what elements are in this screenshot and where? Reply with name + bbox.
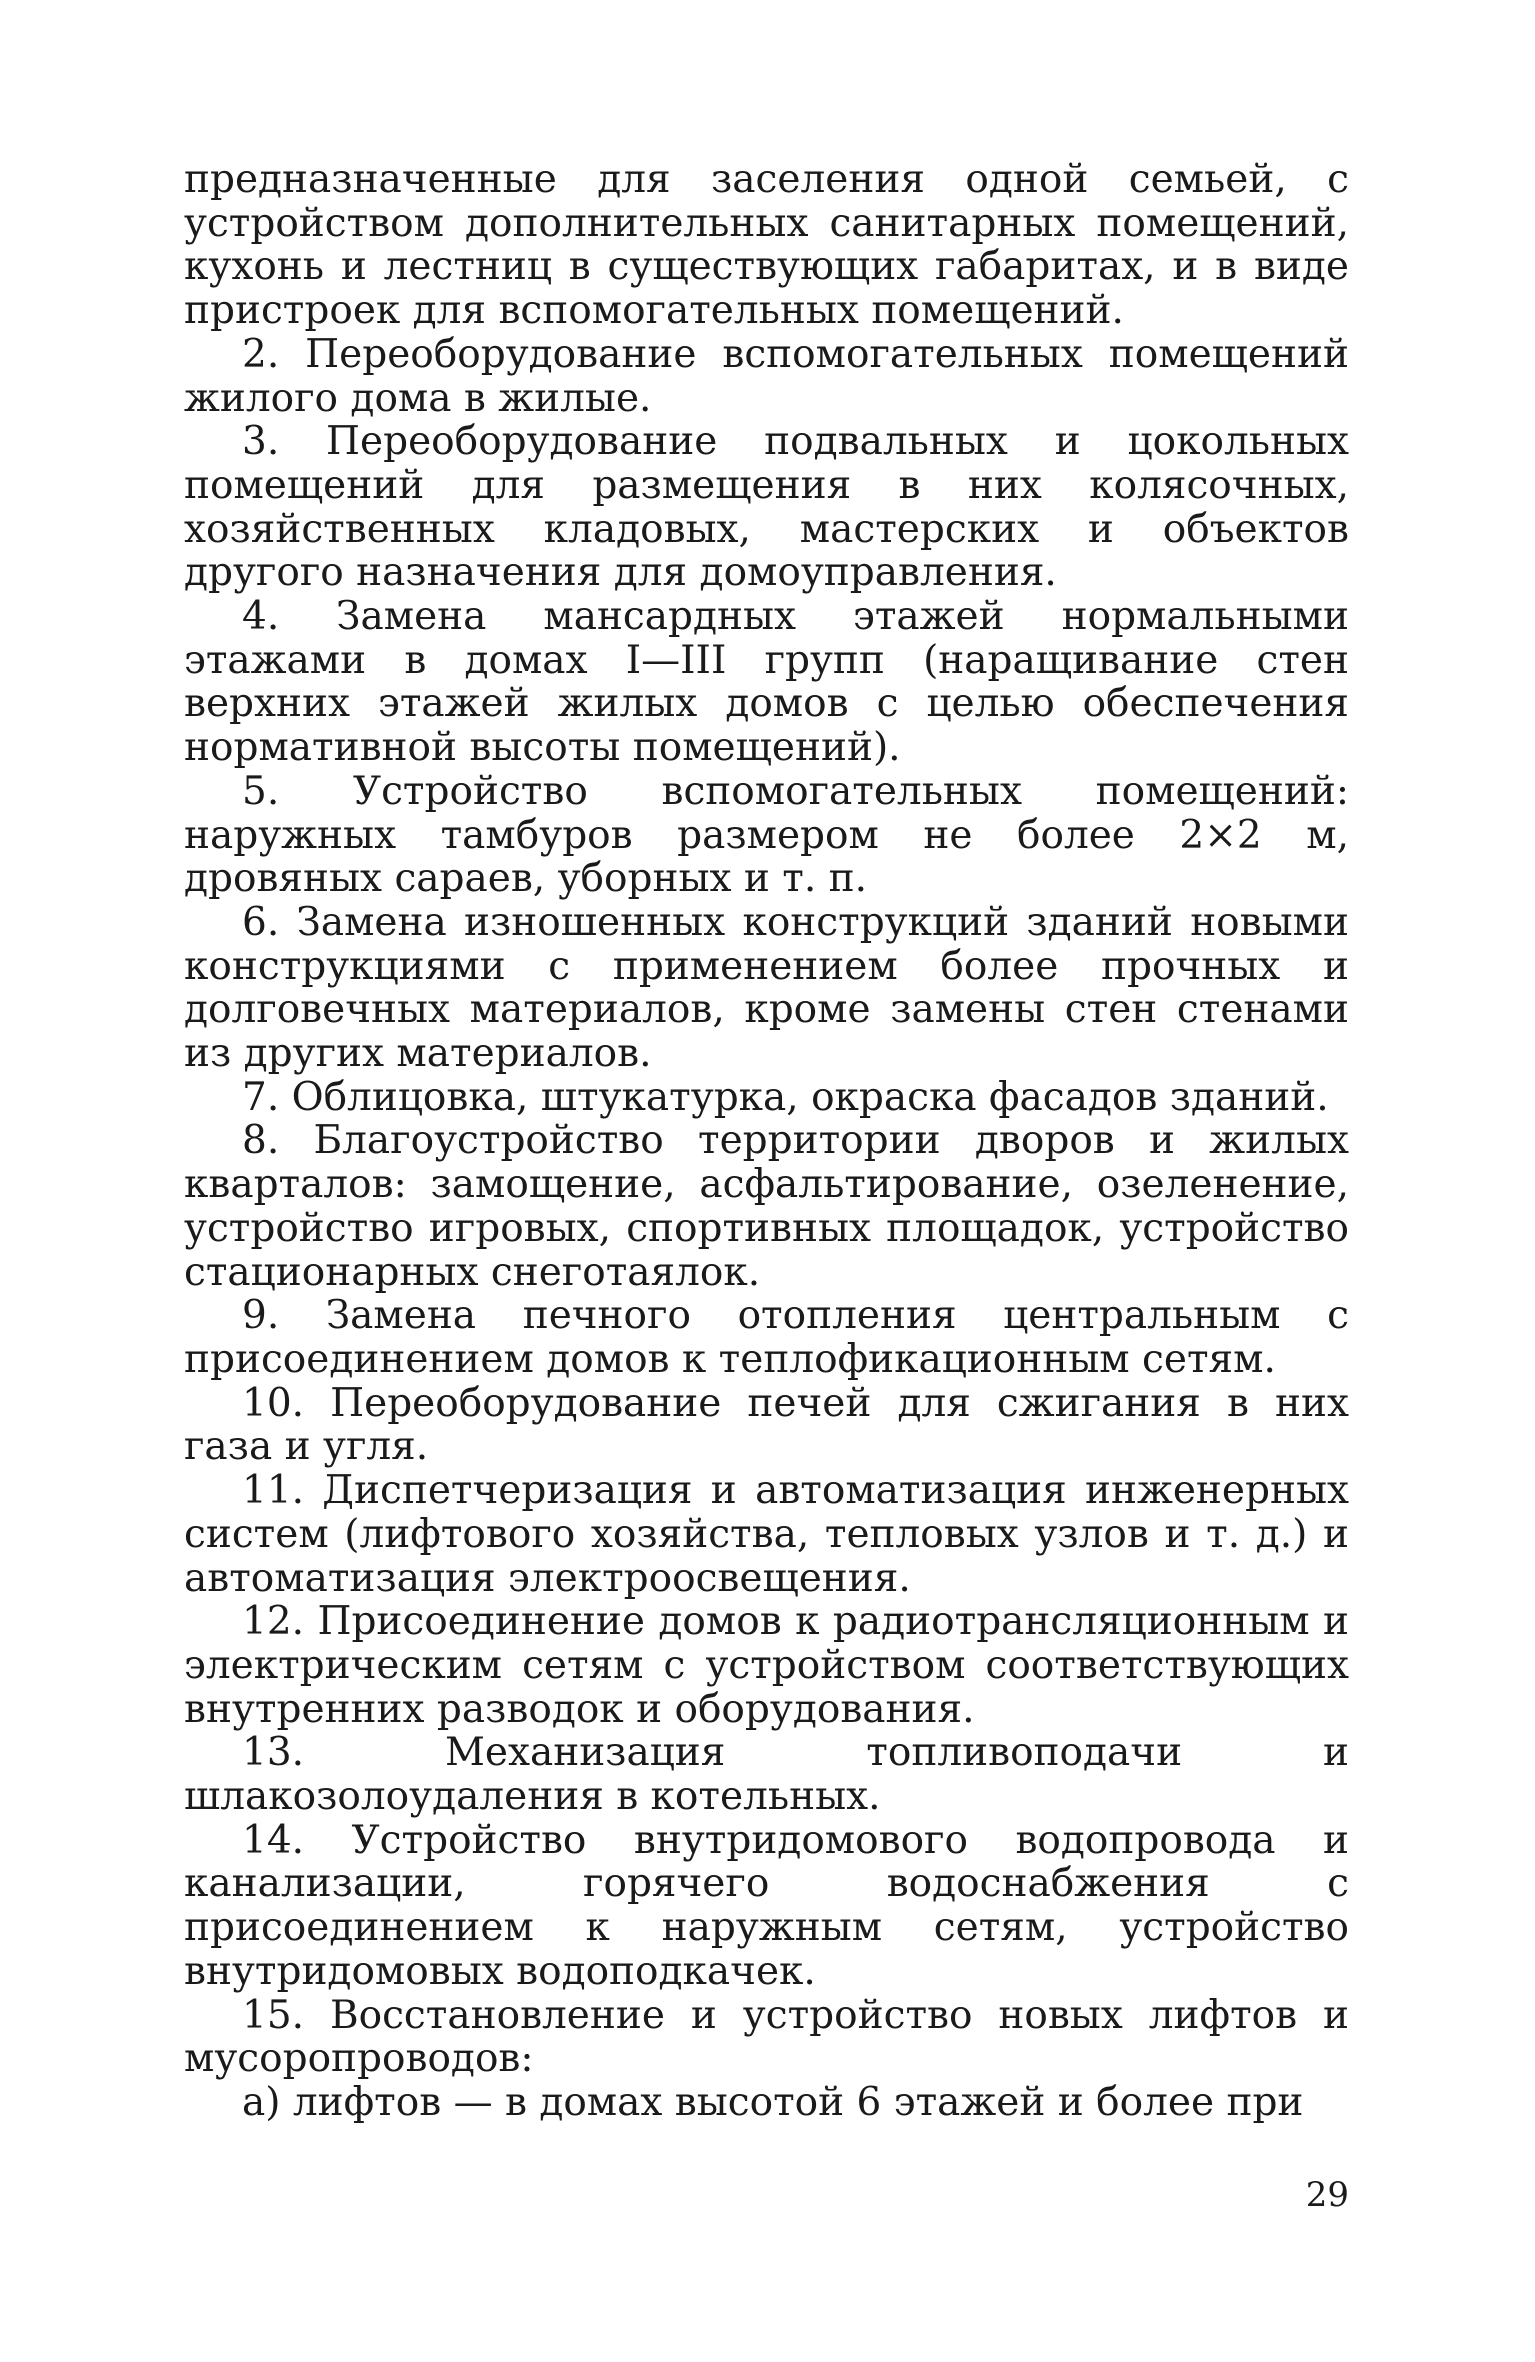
list-item-12: 12. Присоединение домов к радиотрансляционным и электрическим сетям с устройством соответствующих внутренних разводок и оборудования. — [184, 1599, 1349, 1732]
list-item-2: 2. Переоборудование вспомогательных помещений жилого дома в жилые. — [184, 331, 1349, 421]
list-item-4: 4. Замена мансардных этажей нормальными этажами в домах I—III групп (наращивание стен верхних этажей жилых домов с целью обеспечения нормативной высоты помещений). — [184, 594, 1349, 771]
list-item-6: 6. Замена изношенных конструкций зданий новыми конструкциями с применением более прочных и долговечных материалов, кроме замены стен стенами из других материалов. — [184, 899, 1349, 1077]
list-item-15: 15. Восстановление и устройство новых лифтов и мусоропроводов: — [184, 1992, 1349, 2082]
list-item-14: 14. Устройство внутридомового водопровода и канализации, горячего водоснабжения с присоединением к наружным сетям, устройство внутридомовых водоподкачек. — [184, 1817, 1349, 1994]
list-item-5: 5. Устройство вспомогательных помещений: наружных тамбуров размером не более 2×2 м, дровяных сараев, уборных и т. п. — [184, 768, 1349, 902]
list-item-11: 11. Диспетчеризация и автоматизация инженерных систем (лифтового хозяйства, тепловых узлов и т. д.) и автоматизация электроосвещения. — [184, 1468, 1349, 1601]
list-item-8: 8. Благоустройство территории дворов и жилых кварталов: замощение, асфальтирование, озеленение, устройство игровых, спортивных площадок, устройство стационарных снеготаялок. — [184, 1118, 1349, 1295]
sub-item-a: а) лифтов — в домах высотой 6 этажей и более при — [242, 2079, 1304, 2125]
list-item-9: 9. Замена печного отопления центральным с присоединением домов к теплофикационным сетям. — [184, 1293, 1349, 1382]
list-item-7: 7. Облицовка, штукатурка, окраска фасадов зданий. — [242, 1074, 1329, 1120]
list-item-10: 10. Переоборудование печей для сжигания в них газа и угля. — [184, 1380, 1349, 1470]
page-body — [184, 158, 1349, 2125]
page-number: 29 — [1305, 2175, 1349, 2215]
list-item-3: 3. Переоборудование подвальных и цокольных помещений для размещения в них колясочных, хозяйственных кладовых, мастерских и объектов другого назначения для домоуправления. — [184, 419, 1349, 596]
list-item-13: 13. Механизация топливоподачи и шлакозолоудаления в котельных. — [184, 1730, 1349, 1820]
paragraph-continuation: предназначенные для заселения одной семьей, с устройством дополнительных санитарных помещений, кухонь и лестниц в существующих габаритах, и в виде пристроек для вспомогательных помещений. — [184, 157, 1349, 334]
